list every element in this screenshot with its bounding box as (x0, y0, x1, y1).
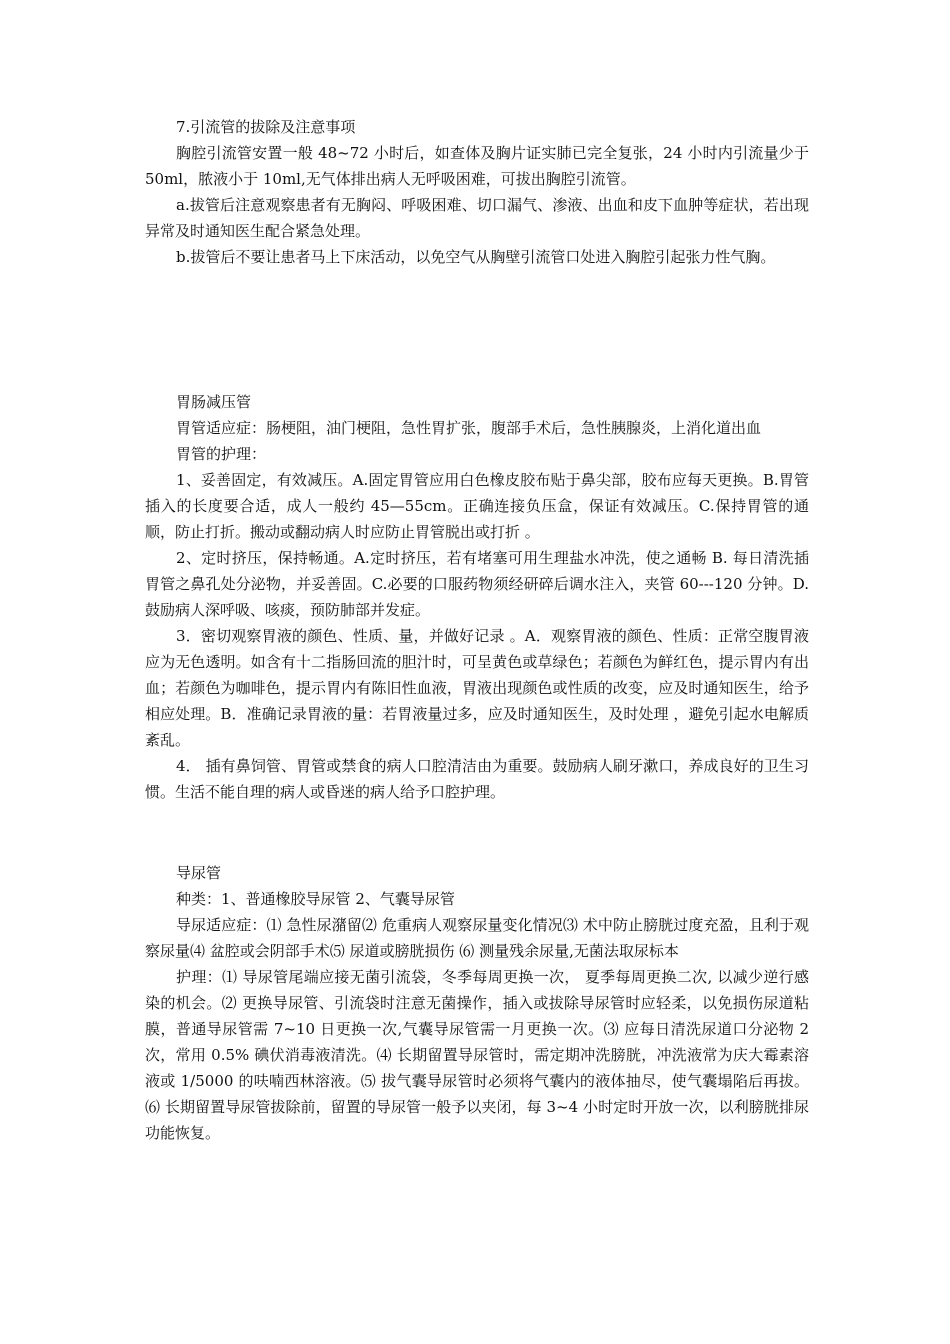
paragraph: 4． 插有鼻饲管、胃管或禁食的病人口腔清洁由为重要。鼓励病人刷牙漱口，养成良好的卫生习惯。生活不能自理的病人或昏迷的病人给予口腔护理。 (145, 757, 809, 801)
paragraph: 1、妥善固定，有效减压。A.固定胃管应用白色橡皮胶布贴于鼻尖部，胶布应每天更换。B.胃管插入的长度要合适，成人一般约 45—55cm。正确连接负压盒，保证有效减压。C.保持胃管的通顺，防止打折。搬动或翻动病人时应防止胃管脱出或打折 。 (145, 471, 809, 541)
paragraph: 3．密切观察胃液的颜色、性质、量，并做好记录 。A．观察胃液的颜色、性质：正常空腹胃液应为无色透明。如含有十二指肠回流的胆汁时，可呈黄色或草绿色；若颜色为鲜红色，提示胃内有出血；若颜色为咖啡色，提示胃内有陈旧性血液，胃液出现颜色或性质的改变，应及时通知医生，给予相应处理。B．准确记录胃液的量：若胃液量过多，应及时通知医生，及时处理 ，避免引起水电解质紊乱。 (145, 627, 809, 749)
section-heading: 导尿管 (176, 864, 222, 882)
section-drain-removal (145, 114, 809, 270)
paragraph: 胃管的护理： (176, 445, 267, 463)
paragraph: 种类：1、普通橡胶导尿管 2、气囊导尿管 (176, 890, 455, 908)
paragraph: 护理：⑴ 导尿管尾端应接无菌引流袋，冬季每周更换一次， 夏季每周更换二次, 以减少逆行感染的机会。⑵ 更换导尿管、引流袋时注意无菌操作，插入或拔除导尿管时应轻柔，以免损伤尿道粘膜，普通导尿管需 7~10 日更换一次,气囊导尿管需一月更换一次。⑶ 应每日清洗尿道口分泌物 2 次，常用 0.5% 碘伏消毒液清洗。⑷ 长期留置导尿管时，需定期冲洗膀胱，冲洗液常为庆大霉素溶液或 1/5000 的呋喃西林溶液。⑸ 拔气囊导尿管时必须将气囊内的液体抽尽，使气囊塌陷后再拔。⑹ 长期留置导尿管拔除前，留置的导尿管一般予以夹闭，每 3~4 小时定时开放一次，以利膀胱排尿功能恢复。 (145, 968, 809, 1142)
paragraph: b.拔管后不要让患者马上下床活动，以免空气从胸壁引流管口处进入胸腔引起张力性气胸。 (176, 248, 776, 266)
paragraph: 2、定时挤压，保持畅通。A.定时挤压，若有堵塞可用生理盐水冲洗，使之通畅 B. 每日清洗插胃管之鼻孔处分泌物，并妥善固。C.必要的口服药物须经研碎后调水注入，夹管 60---120 分钟。D. 鼓励病人深呼吸、咳痰，预防肺部并发症。 (145, 549, 809, 619)
section-gastric-tube (145, 389, 809, 805)
section-heading: 7.引流管的拔除及注意事项 (176, 118, 356, 136)
paragraph: 胃管适应症：肠梗阻，油门梗阻，急性胃扩张，腹部手术后，急性胰腺炎，上消化道出血 (176, 419, 762, 437)
paragraph: 胸腔引流管安置一般 48~72 小时后，如查体及胸片证实肺已完全复张，24 小时内引流量少于 50ml，脓液小于 10ml,无气体排出病人无呼吸困难，可拔出胸腔引流管。 (145, 144, 809, 188)
section-urinary-catheter (145, 860, 809, 1146)
section-heading: 胃肠减压管 (176, 393, 252, 411)
paragraph: 导尿适应症：⑴ 急性尿潴留⑵ 危重病人观察尿量变化情况⑶ 术中防止膀胱过度充盈，且利于观察尿量⑷ 盆腔或会阴部手术⑸ 尿道或膀胱损伤 ⑹ 测量残余尿量,无菌法取尿标本 (145, 916, 809, 960)
paragraph: a.拔管后注意观察患者有无胸闷、呼吸困难、切口漏气、渗液、出血和皮下血肿等症状，若出现异常及时通知医生配合紧急处理。 (145, 196, 809, 240)
